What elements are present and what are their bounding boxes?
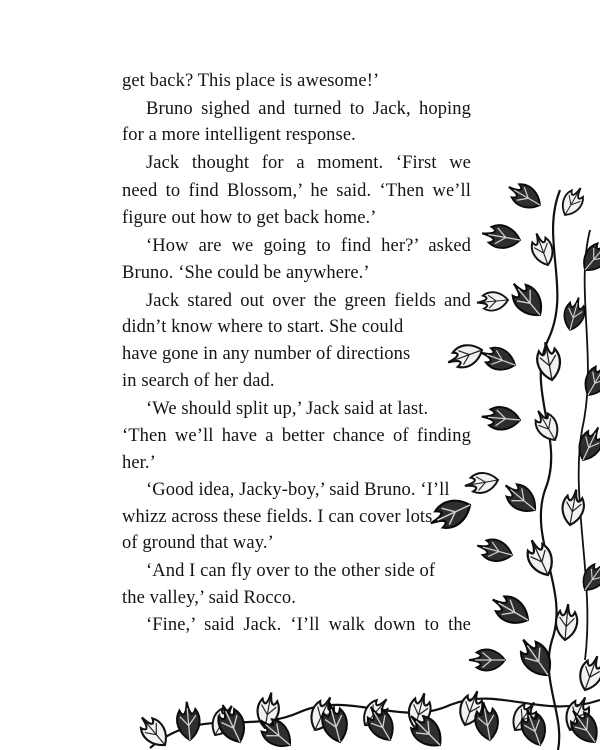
text-line-12: in search of her dad.	[122, 371, 275, 391]
text-line-5: need to find Blossom,’ he said. ‘Then we’ll	[122, 181, 471, 201]
text-line-14: ‘Then we’ll have a better chance of finding	[122, 426, 471, 446]
text-line-3: for a more intelligent response.	[122, 125, 356, 145]
text-line-16: ‘Good idea, Jacky-boy,’ said Bruno. ‘I’ll	[146, 480, 450, 500]
text-line-15: her.’	[122, 453, 156, 473]
text-line-11: have gone in any number of directions	[122, 344, 411, 364]
text-line-9: Jack stared out over the green fields and	[146, 291, 471, 311]
text-line-19: ‘And I can fly over to the other side of	[146, 561, 436, 581]
text-line-13: ‘We should split up,’ Jack said at last.	[146, 399, 429, 419]
text-line-21: ‘Fine,’ said Jack. ‘I’ll walk down to the	[146, 615, 471, 635]
text-line-7: ‘How are we going to find her?’ asked	[146, 236, 471, 256]
text-line-18: of ground that way.’	[122, 533, 274, 553]
text-line-20: the valley,’ said Rocco.	[122, 588, 296, 608]
text-line-1: get back? This place is awesome!’	[122, 71, 380, 91]
text-line-17: whizz across these fields. I can cover lots	[122, 507, 433, 527]
text-line-2: Bruno sighed and turned to Jack, hoping	[146, 99, 471, 119]
text-line-6: figure out how to get back home.’	[122, 208, 377, 228]
text-line-8: Bruno. ‘She could be anywhere.’	[122, 263, 370, 283]
text-line-4: Jack thought for a moment. ‘First we	[146, 153, 471, 173]
text-line-10: didn’t know where to start. She could	[122, 317, 404, 337]
